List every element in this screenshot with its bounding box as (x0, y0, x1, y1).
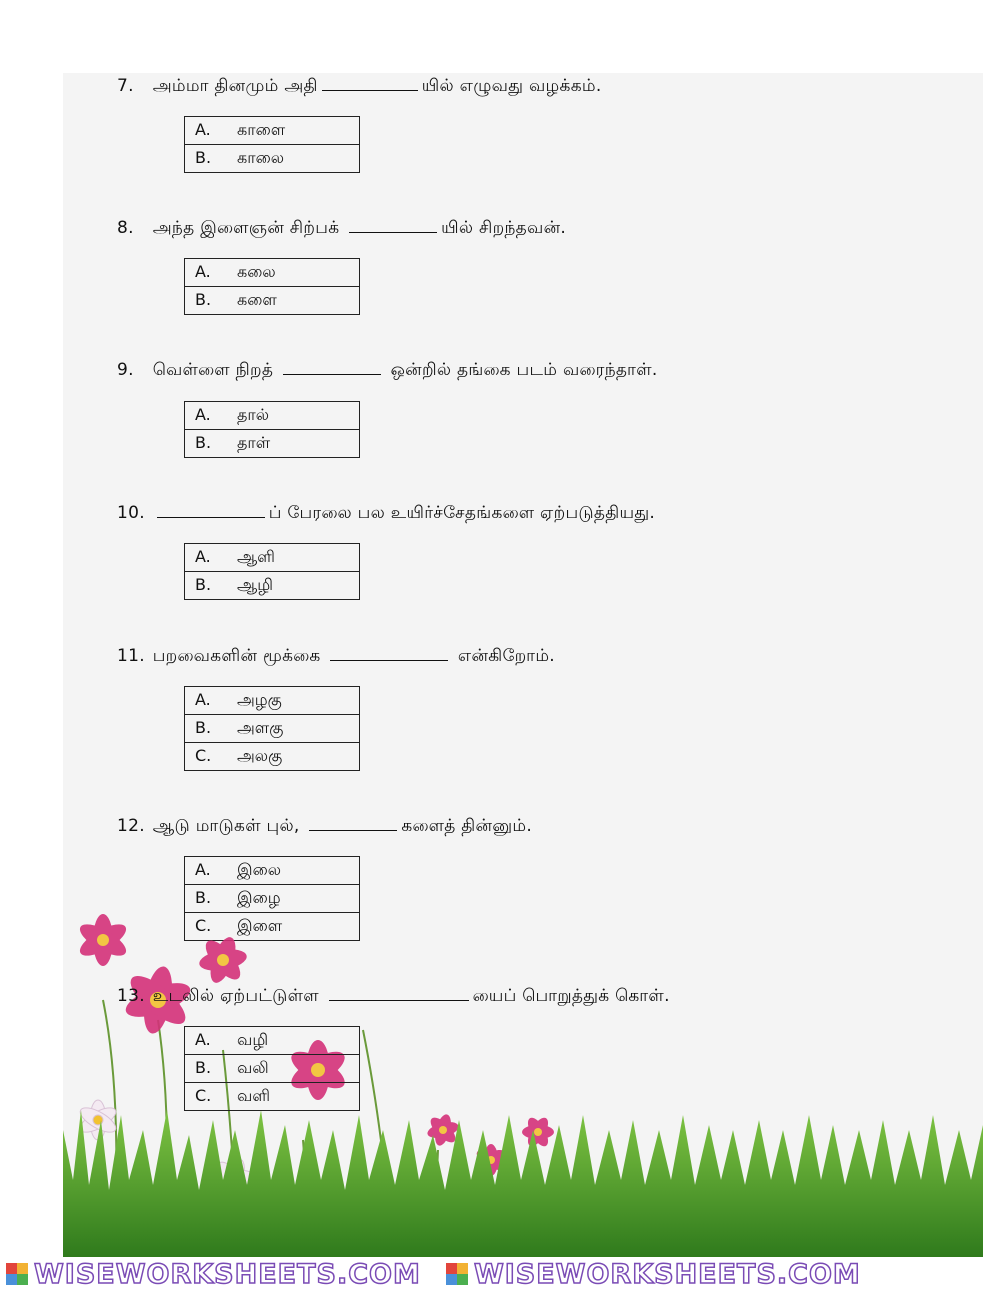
watermark-text: WISEWORKSHEETS.COM (473, 1258, 861, 1290)
question-11 (117, 646, 555, 668)
option-row[interactable] (185, 687, 360, 715)
option-text: வலி (237, 1058, 269, 1077)
question-text-after: ப் பேரலை பல உயிர்ச்சேதங்களை ஏற்படுத்தியது. (268, 503, 656, 523)
option-letter: A. (195, 1030, 211, 1049)
option-text: காலை (237, 148, 285, 167)
answer-blank (309, 816, 397, 831)
logo-square (457, 1274, 468, 1285)
question-number: 9. (117, 360, 134, 380)
option-letter: B. (195, 575, 212, 594)
option-letter: C. (195, 916, 212, 935)
logo-square (17, 1263, 28, 1274)
option-letter: A. (195, 547, 211, 566)
option-letter: B. (195, 1058, 212, 1077)
option-letter: A. (195, 120, 211, 139)
logo-square (6, 1263, 17, 1274)
options-table (184, 543, 360, 600)
option-letter: C. (195, 746, 212, 765)
option-row[interactable] (185, 572, 360, 600)
option-text: வளி (237, 1086, 270, 1105)
wise-logo-icon (446, 1263, 468, 1285)
answer-blank (283, 360, 381, 375)
answer-blank (330, 646, 448, 661)
wise-logo-icon (6, 1263, 28, 1285)
question-number: 11. (117, 646, 145, 666)
option-letter: C. (195, 1086, 212, 1105)
answer-blank (329, 986, 469, 1001)
logo-square (457, 1263, 468, 1274)
option-text: தாள் (237, 433, 271, 452)
watermark (440, 1257, 861, 1291)
question-text-before: உடலில் ஏற்பட்டுள்ள (152, 986, 325, 1006)
option-text: ஆழி (237, 575, 273, 594)
option-text: இலை (237, 860, 281, 879)
option-text: அளகு (237, 718, 284, 737)
option-letter: B. (195, 718, 212, 737)
option-letter: A. (195, 405, 211, 424)
question-text-after: என்கிறோம். (452, 646, 556, 666)
option-letter: B. (195, 433, 212, 452)
answer-blank (322, 76, 418, 91)
question-text-after: களைத் தின்னும். (401, 816, 533, 836)
question-text-after: யில் சிறந்தவன். (441, 218, 567, 238)
question-10 (117, 503, 655, 525)
option-row[interactable] (185, 402, 360, 430)
options-table (184, 258, 360, 315)
logo-square (6, 1274, 17, 1285)
option-letter: A. (195, 690, 211, 709)
option-text: அழகு (237, 690, 282, 709)
logo-square (446, 1274, 457, 1285)
answer-blank (349, 218, 437, 233)
option-letter: B. (195, 888, 212, 907)
option-text: அலகு (237, 746, 283, 765)
watermark (0, 1257, 421, 1291)
option-letter: A. (195, 860, 211, 879)
options-table (184, 1026, 360, 1111)
option-letter: B. (195, 148, 212, 167)
option-text: கலை (237, 262, 276, 281)
options-table (184, 686, 360, 771)
option-row[interactable] (185, 117, 360, 145)
option-row[interactable] (185, 430, 360, 458)
options-table (184, 401, 360, 458)
question-text-after: ஒன்றில் தங்கை படம் வரைந்தாள். (384, 360, 658, 380)
option-letter: B. (195, 290, 212, 309)
option-row[interactable] (185, 1027, 360, 1055)
option-row[interactable] (185, 715, 360, 743)
question-number: 12. (117, 816, 145, 836)
question-13 (117, 986, 670, 1008)
option-row[interactable] (185, 743, 360, 771)
question-12 (117, 816, 532, 838)
question-9 (117, 360, 658, 382)
question-number: 10. (117, 503, 145, 523)
watermark-text: WISEWORKSHEETS.COM (34, 1258, 421, 1290)
option-row[interactable] (185, 1055, 360, 1083)
question-8 (117, 218, 566, 240)
option-row[interactable] (185, 287, 360, 315)
option-row[interactable] (185, 145, 360, 173)
question-text-before: வெள்ளை நிறத் (152, 360, 279, 380)
options-table (184, 116, 360, 173)
question-number: 13. (117, 986, 145, 1006)
option-text: இளை (237, 916, 283, 935)
question-text-before: அம்மா தினமும் அதி (152, 76, 318, 96)
question-text-after: யில் எழுவது வழக்கம். (421, 76, 602, 96)
option-row[interactable] (185, 259, 360, 287)
watermark-footer (0, 1257, 1000, 1291)
question-7 (117, 76, 602, 98)
option-text: வழி (237, 1030, 269, 1049)
question-number: 8. (117, 218, 134, 238)
question-text-before: ஆடு மாடுகள் புல், (152, 816, 306, 836)
question-text-before: பறவைகளின் மூக்கை (152, 646, 327, 666)
question-text-after: யைப் பொறுத்துக் கொள். (472, 986, 670, 1006)
option-text: இழை (237, 888, 281, 907)
option-text: தால் (237, 405, 270, 424)
option-text: ஆளி (237, 547, 275, 566)
answer-blank (157, 503, 265, 518)
option-row[interactable] (185, 1083, 360, 1111)
option-text: களை (237, 290, 277, 309)
question-text-before: அந்த இளைஞன் சிற்பக் (152, 218, 346, 238)
logo-square (17, 1274, 28, 1285)
question-number: 7. (117, 76, 134, 96)
option-text: காளை (237, 120, 286, 139)
option-letter: A. (195, 262, 211, 281)
logo-square (446, 1263, 457, 1274)
option-row[interactable] (185, 544, 360, 572)
